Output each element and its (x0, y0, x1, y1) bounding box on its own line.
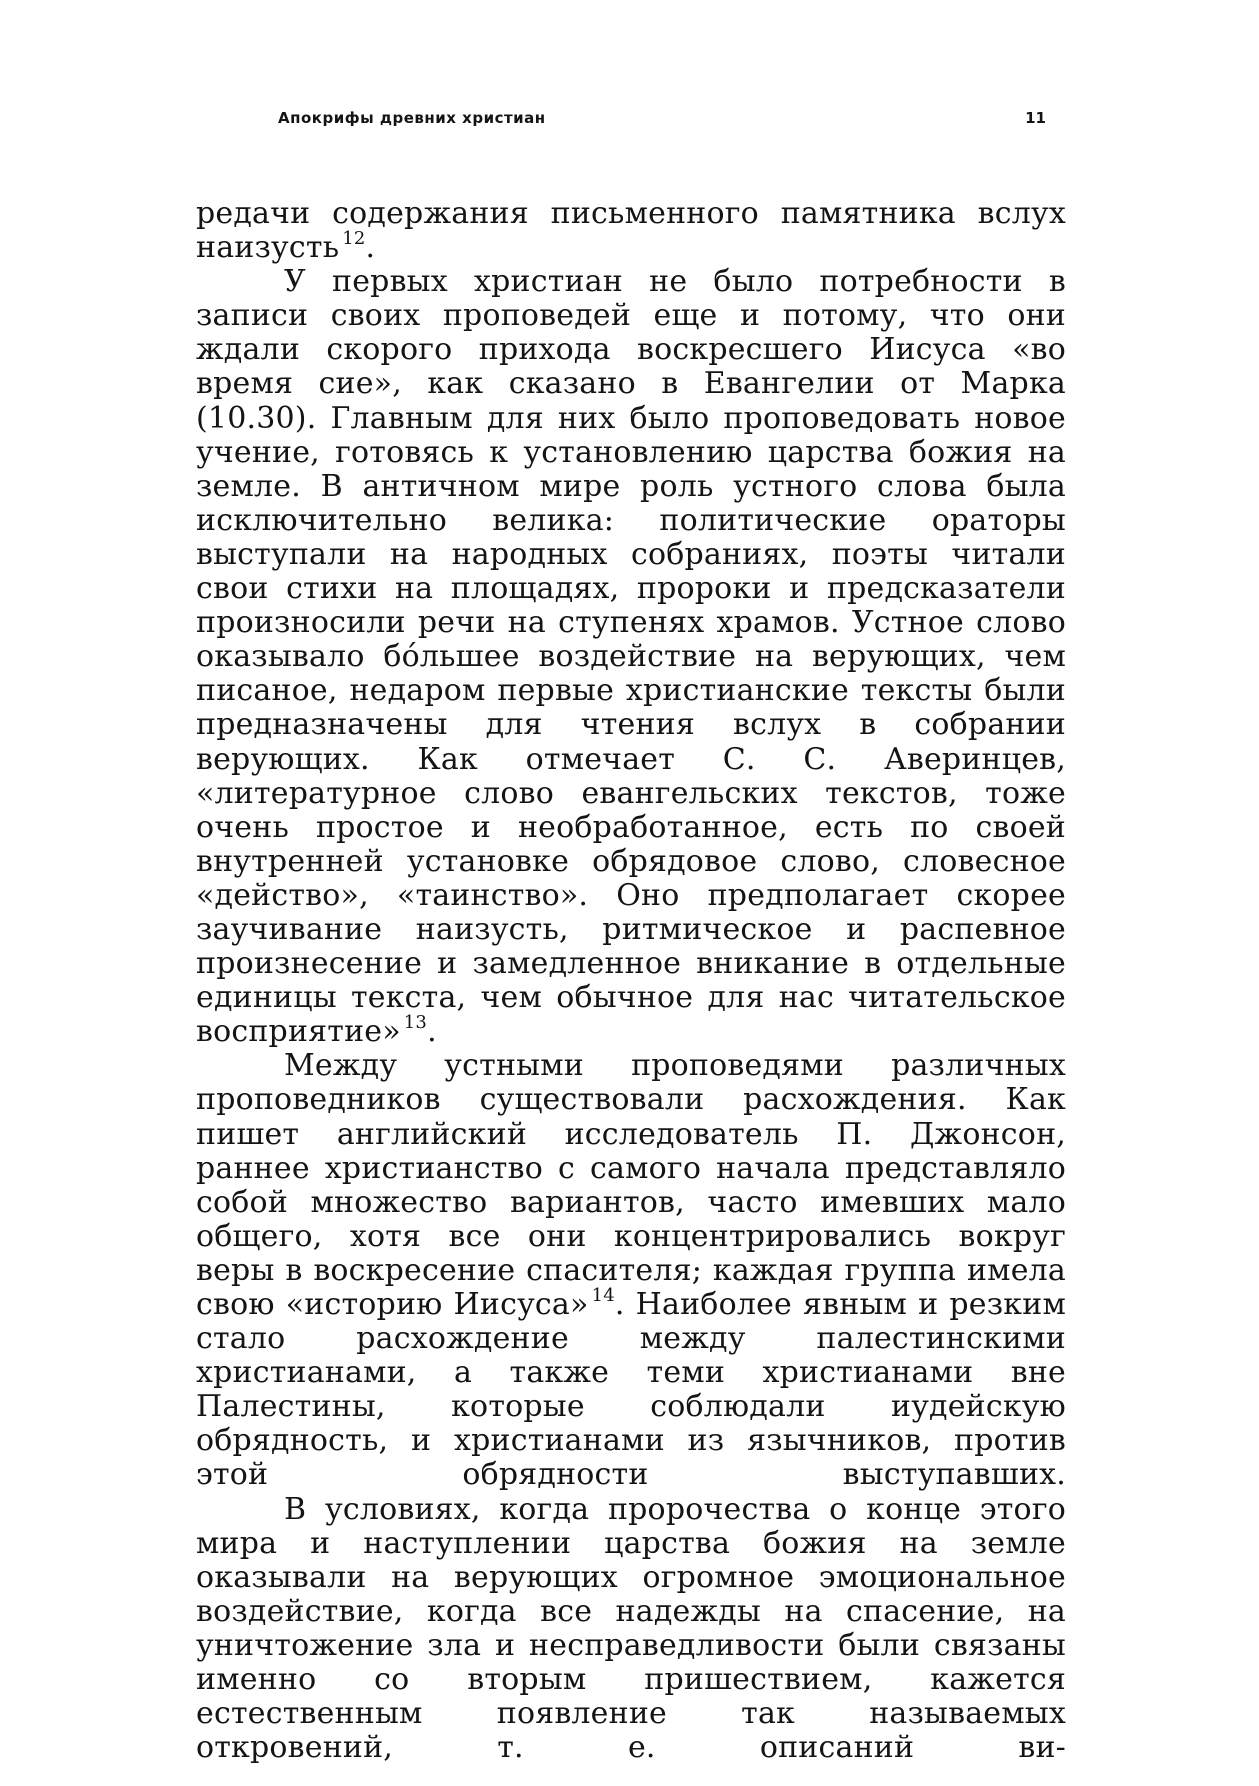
paragraph-2-tail: . (427, 1014, 437, 1050)
paragraph-1-text: редачи содержания письменного памятника вслух наизусть (196, 196, 1066, 266)
footnote-ref-12: 12 (342, 228, 366, 250)
paragraph-4-text: В условиях, когда пророчества о конце этого мира и наступлении царства божия на земле оказывали на верующих огромное эмоциональное воздействие, когда все надежды на спасение, на уничтожение зла и несправедливости были связаны именно со вторым пришествием, кажется естественным появление так называемых откровений, т. е. описаний ви- (196, 1491, 1066, 1766)
paragraph-2-text: У первых христиан не было потребности в записи своих проповедей еще и потому, что они ждали скорого прихода воскресшего Иисуса «во время сие», как сказано в Евангелии от Марка (10.30). Главным для них было проповедовать новое учение, готовясь к установлению царства божия на земле. В античном мире роль устного слова была исключительно велика: политические ораторы выступали на народных собраниях, поэты читали свои стихи на площадях, пророки и предсказатели произносили речи на ступенях храмов. Устное слово оказывало бо́льшее воздействие на верующих, чем писаное, недаром первые христианские тексты были предназначены для чтения вслух в собрании верующих. Как отмечает С. С. Аверинцев, «литературное слово евангельских текстов, тоже очень простое и необработанное, есть по своей внутренней установке обрядовое слово, словесное «действо», «таинство». Оно предполагает скорее заучивание наизусть, ритмическое и распевное произнесение и замедленное вникание в отдельные единицы текста, чем обычное для нас читательское восприятие» (196, 264, 1066, 1050)
footnote-ref-13: 13 (403, 1012, 428, 1034)
page-body (196, 197, 1066, 1765)
paragraph-1 (196, 197, 1066, 265)
paragraph-3 (196, 1049, 1066, 1492)
running-title: Апокрифы древних христиан (278, 109, 546, 127)
paragraph-4 (196, 1493, 1066, 1766)
footnote-ref-14: 14 (591, 1285, 615, 1306)
paragraph-1-tail: . (365, 230, 376, 266)
paragraph-3-text-b: . Наиболее явным и резким стало расхождение между палестинскими христианами, а также теми христианами вне Палестины, которые соблюдали иудейскую обрядность, и христианами из язычников, против этой обрядности выступавших. (196, 1287, 1066, 1493)
running-header (278, 109, 1054, 135)
paragraph-3-text-a: Между устными проповедями различных проповедников существовали расхождения. Как пишет английский исследователь П. Джонсон, раннее христианство с самого начала представляло собой множество вариантов, часто имевших мало общего, хотя все они концентрировались вокруг веры в воскресение спасителя; каждая группа имела свою «историю Иисуса» (196, 1048, 1066, 1322)
page-number: 11 (1025, 109, 1046, 127)
paragraph-2 (196, 265, 1066, 1049)
